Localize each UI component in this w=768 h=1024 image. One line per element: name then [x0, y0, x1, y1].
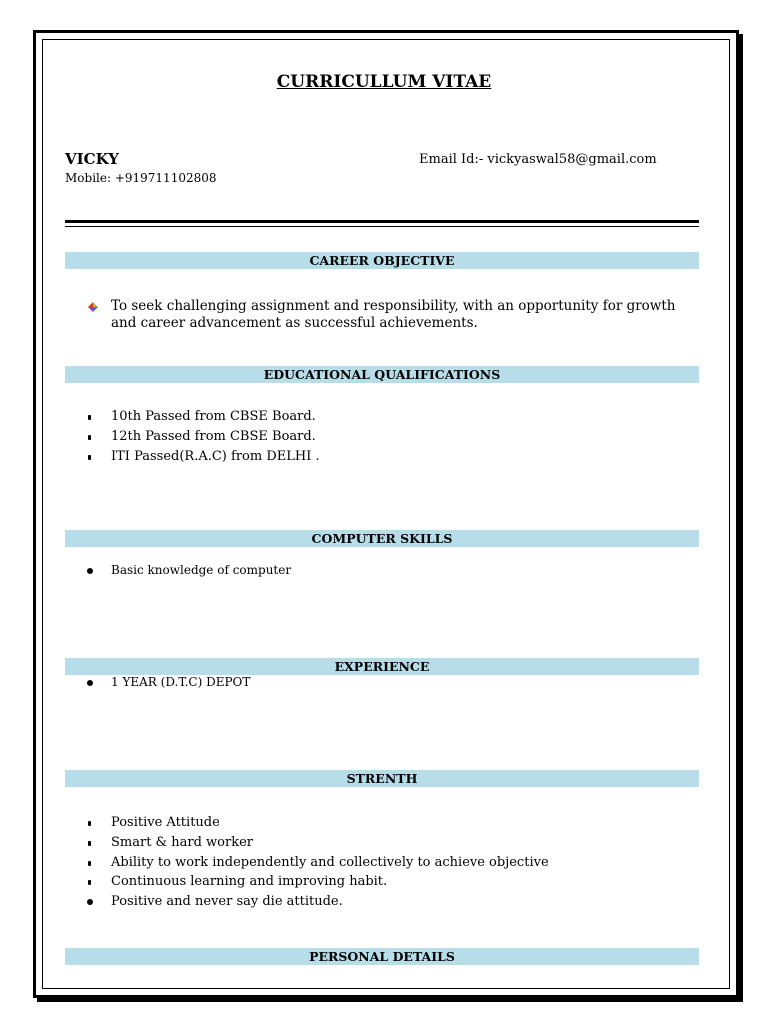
header-divider-thick — [65, 220, 699, 223]
list-item: ITI Passed(R.A.C) from DELHI . — [85, 447, 320, 467]
education-list — [85, 407, 320, 466]
bullet-icon — [88, 841, 91, 846]
list-item: Smart & hard worker — [85, 833, 549, 853]
list-item: Ability to work independently and collectively to achieve objective — [85, 853, 549, 873]
list-item: Positive Attitude — [85, 813, 549, 833]
bullet-icon — [87, 568, 93, 574]
list-item: Continuous learning and improving habit. — [85, 872, 549, 892]
bullet-icon — [88, 821, 91, 826]
computer-skills-list — [85, 561, 291, 581]
bullet-icon — [88, 435, 91, 440]
experience-list — [85, 673, 250, 693]
section-heading-personal-details: PERSONAL DETAILS — [65, 948, 699, 965]
list-item: Positive and never say die attitude. — [85, 892, 549, 912]
bullet-icon — [88, 880, 91, 885]
header-divider-thin — [65, 226, 699, 227]
section-heading-computer-skills: COMPUTER SKILLS — [65, 530, 699, 547]
contact-email: Email Id:- vickyaswal58@gmail.com — [419, 152, 657, 167]
list-item: 12th Passed from CBSE Board. — [85, 427, 320, 447]
list-item: 10th Passed from CBSE Board. — [85, 407, 320, 427]
bullet-icon — [87, 899, 93, 905]
bullet-icon — [88, 861, 91, 866]
section-heading-experience: EXPERIENCE — [65, 658, 699, 675]
list-item: Basic knowledge of computer — [85, 561, 291, 581]
section-heading-strength: STRENTH — [65, 770, 699, 787]
candidate-name: VICKY — [65, 150, 119, 168]
career-objective-text: To seek challenging assignment and responsibility, with an opportunity for growth and career advancement as successful achievements. — [111, 298, 676, 331]
section-heading-career-objective: CAREER OBJECTIVE — [65, 252, 699, 269]
contact-mobile: Mobile: +919711102808 — [65, 171, 217, 185]
strength-list — [85, 813, 549, 912]
multicolor-diamond-bullet-icon — [88, 302, 98, 312]
bullet-icon — [88, 415, 91, 420]
bullet-icon — [87, 680, 93, 686]
bullet-icon — [88, 455, 91, 460]
list-item: 1 YEAR (D.T.C) DEPOT — [85, 673, 250, 693]
document-title: CURRICULLUM VITAE — [276, 72, 492, 92]
section-heading-education: EDUCATIONAL QUALIFICATIONS — [65, 366, 699, 383]
